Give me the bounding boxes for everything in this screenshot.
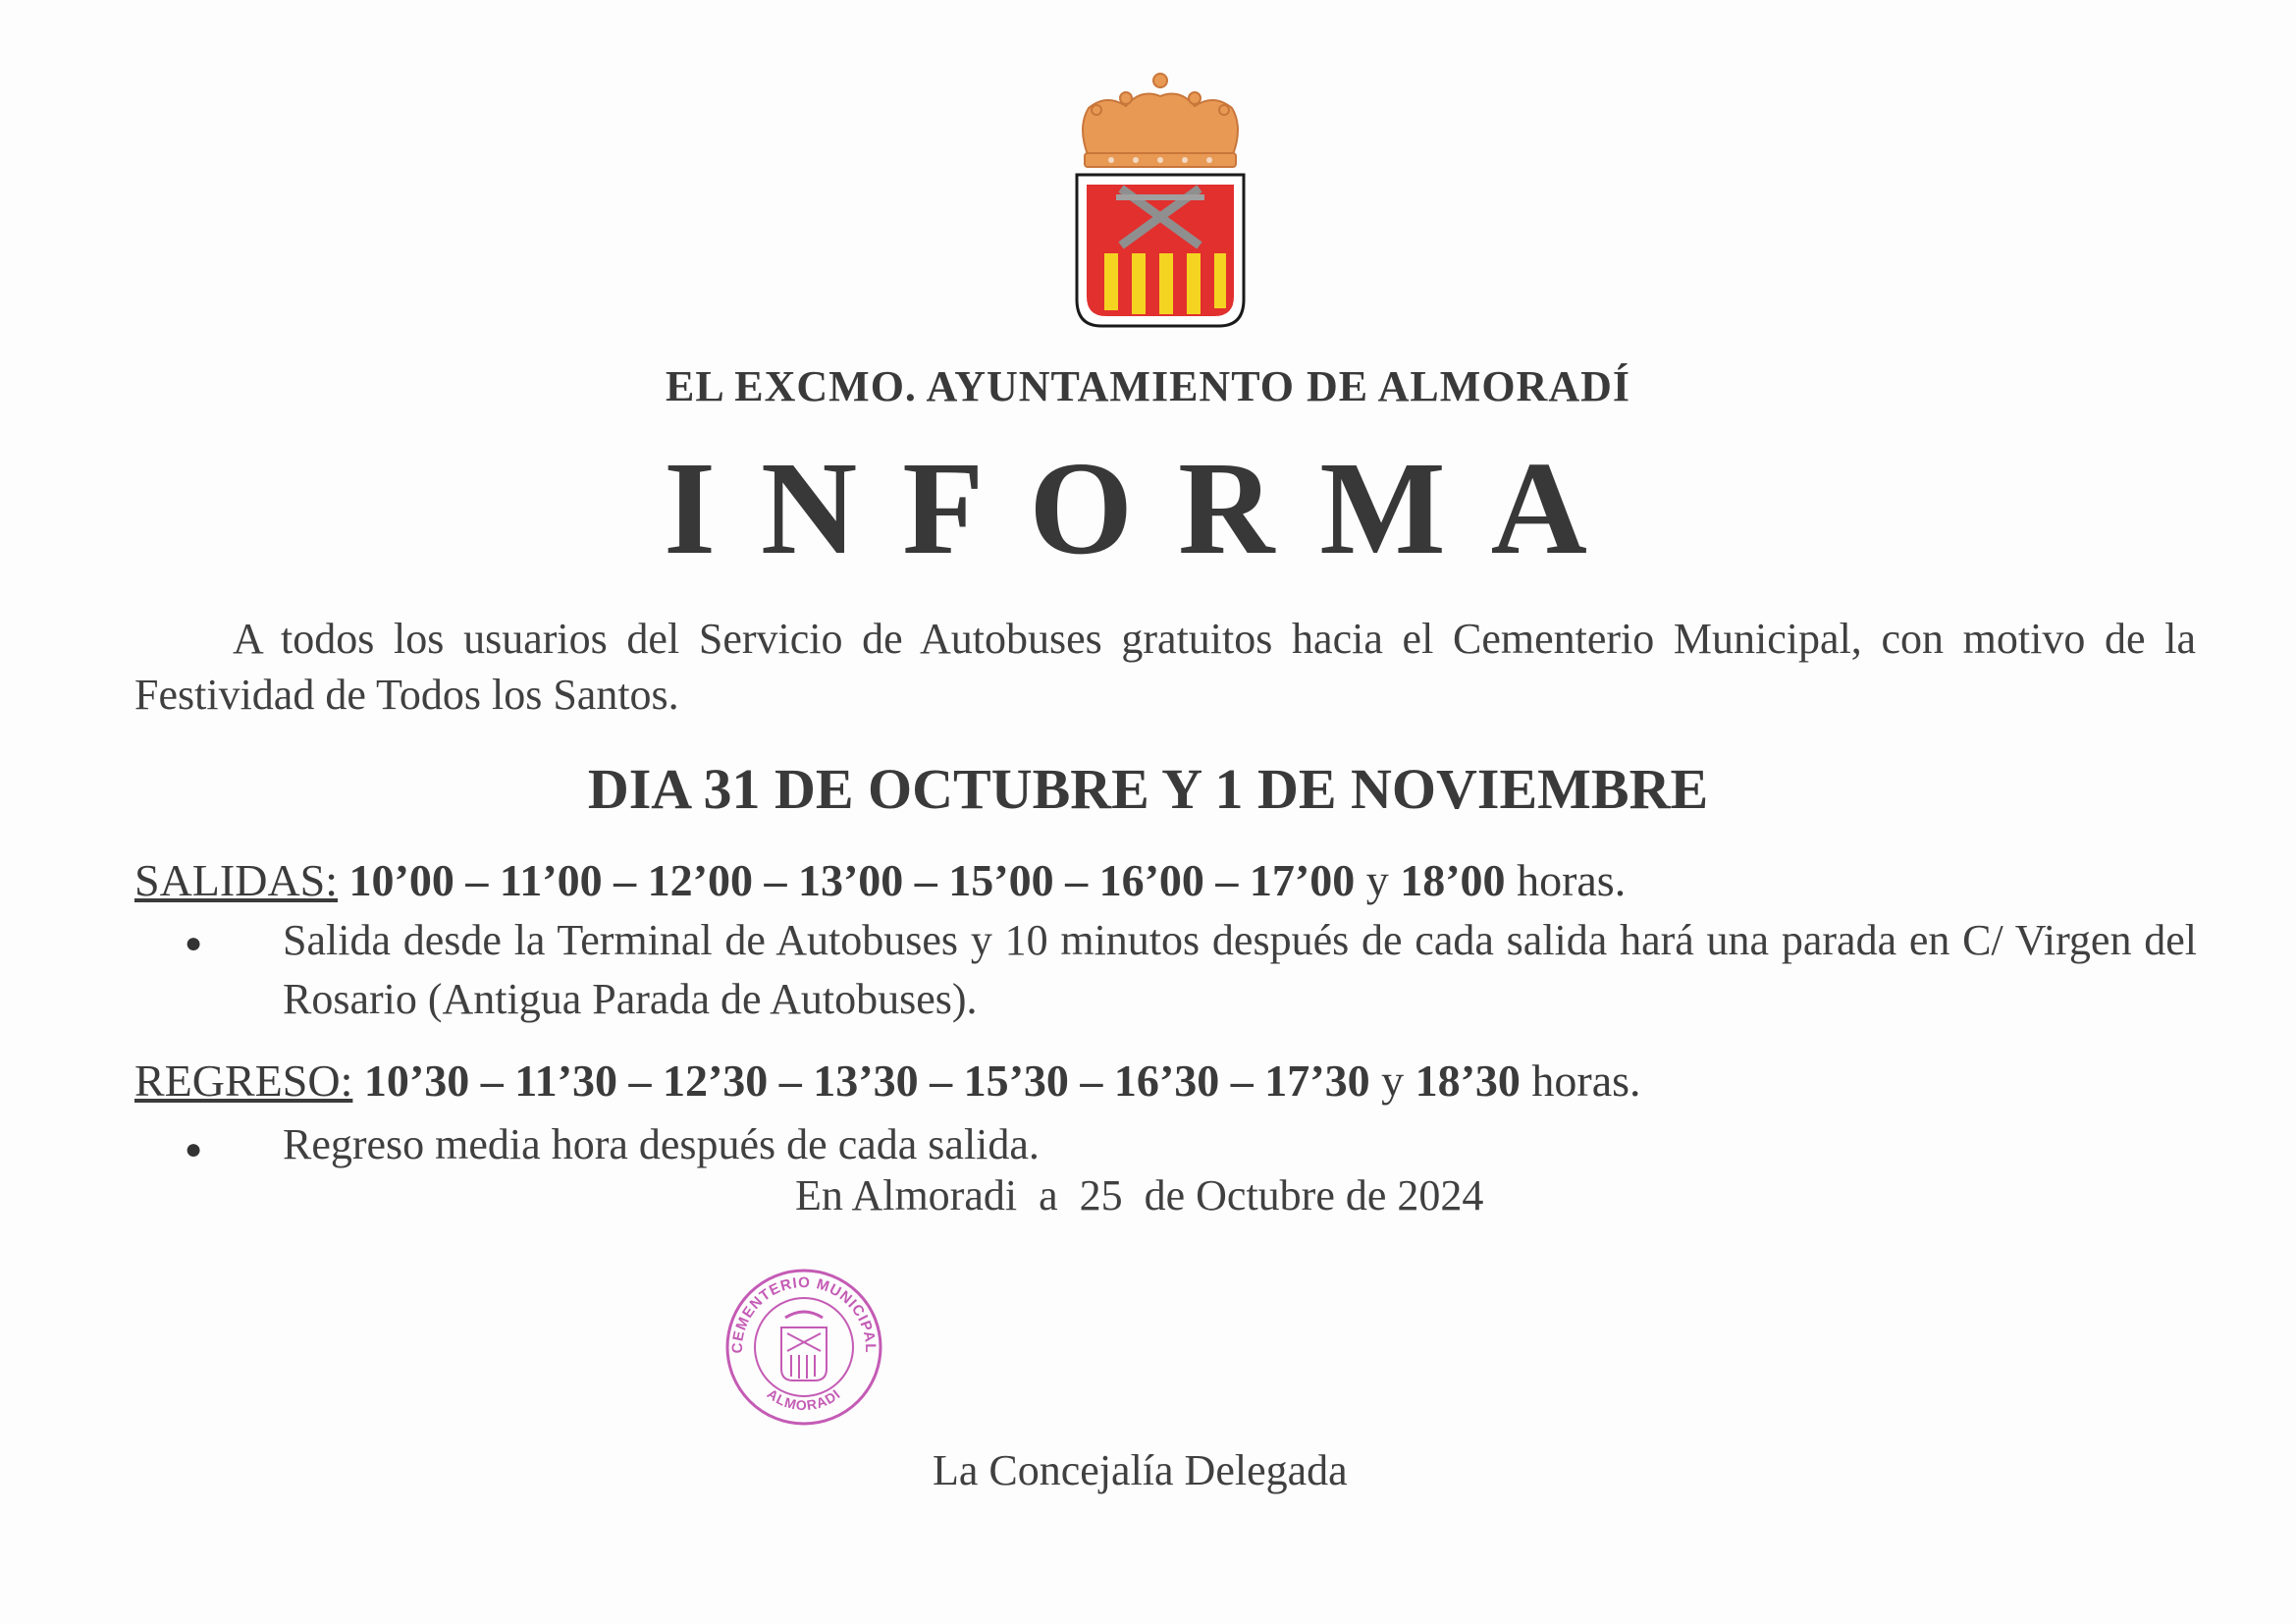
salidas-conjunction: y <box>1365 855 1389 905</box>
regreso-last-time: 18’30 <box>1415 1056 1521 1106</box>
salidas-times: 10’00 – 11’00 – 12’00 – 13’00 – 15’00 – 16’00 – 17’00 <box>348 855 1356 905</box>
intro-paragraph: A todos los usuarios del Servicio de Autobuses gratuitos hacia el Cementerio Municipal, con motivo de la Festividad de Todos los Santos. <box>134 615 2196 719</box>
regreso-times: 10’30 – 11’30 – 12’30 – 13’30 – 15’30 – 16’30 – 17’30 <box>363 1056 1370 1106</box>
regreso-conjunction: y <box>1381 1056 1405 1106</box>
coat-of-arms-icon <box>1067 69 1254 334</box>
regreso-suffix: horas. <box>1531 1056 1641 1106</box>
salidas-last-time: 18’00 <box>1400 855 1506 905</box>
regreso-note: Regreso media hora después de cada salida. <box>283 1120 1040 1168</box>
svg-text:ALMORADI <box>765 1385 844 1413</box>
salidas-suffix: horas. <box>1517 855 1627 905</box>
salidas-schedule <box>134 854 1626 906</box>
stamp-top-text: CEMENTERIO MUNICIPAL <box>728 1273 880 1354</box>
salidas-note: Salida desde la Terminal de Autobuses y 10 minutos después de cada salida hará una parada en C/ Virgen del Rosario (Antigua Parada de Autobuses). <box>283 916 2197 1023</box>
regreso-label: REGRESO: <box>134 1056 353 1106</box>
announcement-title: INFORMA <box>664 435 1632 582</box>
bullet-icon: ● <box>185 927 203 959</box>
regreso-schedule <box>134 1055 1641 1107</box>
salidas-label: SALIDAS: <box>134 855 339 905</box>
bullet-icon: ● <box>185 1133 203 1165</box>
date-line: En Almoradi a 25 de Octubre de 2024 <box>795 1171 1484 1219</box>
signature-line: La Concejalía Delegada <box>933 1446 1348 1494</box>
municipal-stamp-icon <box>721 1259 887 1435</box>
stamp-bottom-text: ALMORADI <box>764 1385 844 1414</box>
dates-heading: DIA 31 DE OCTUBRE Y 1 DE NOVIEMBRE <box>587 757 1709 821</box>
issuer-heading: EL EXCMO. AYUNTAMIENTO DE ALMORADÍ <box>666 362 1630 410</box>
